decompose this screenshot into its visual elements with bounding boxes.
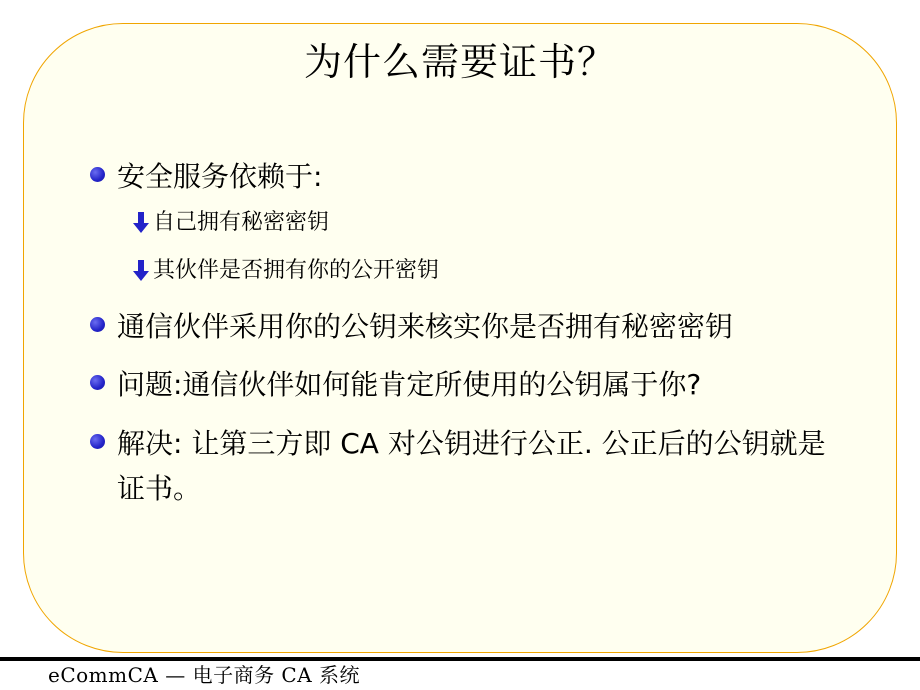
down-arrow-icon [131,211,151,235]
bullet-text: 解决: 让第三方即 CA 对公钥进行公正. 公正后的公钥就是证书。 [117,427,826,505]
bullet-item-3 [90,362,837,407]
slide-title: 为什么需要证书？ [303,40,616,84]
bullet-item-4 [90,421,829,511]
sub-item-text: 自己拥有秘密密钥 [153,210,330,235]
bullet-item-1 [90,154,837,199]
sub-item-2 [131,256,439,286]
footer-text: eCommCA — 电子商务 CA 系统 [48,663,361,687]
footer-divider [0,657,920,661]
bullet-text: 通信伙伴采用你的公钥来核实你是否拥有秘密密钥 [117,310,734,343]
down-arrow-icon [131,259,151,283]
bullet-dot-icon [90,167,105,182]
bullet-text: 安全服务依赖于: [117,160,323,193]
bullet-dot-icon [90,434,105,449]
bullet-item-2 [90,304,837,349]
bullet-dot-icon [90,317,105,332]
sub-item-1 [131,208,329,238]
bullet-dot-icon [90,375,105,390]
bullet-text: 问题:通信伙伴如何能肯定所使用的公钥属于你? [117,368,702,401]
sub-item-text: 其伙伴是否拥有你的公开密钥 [153,258,440,283]
